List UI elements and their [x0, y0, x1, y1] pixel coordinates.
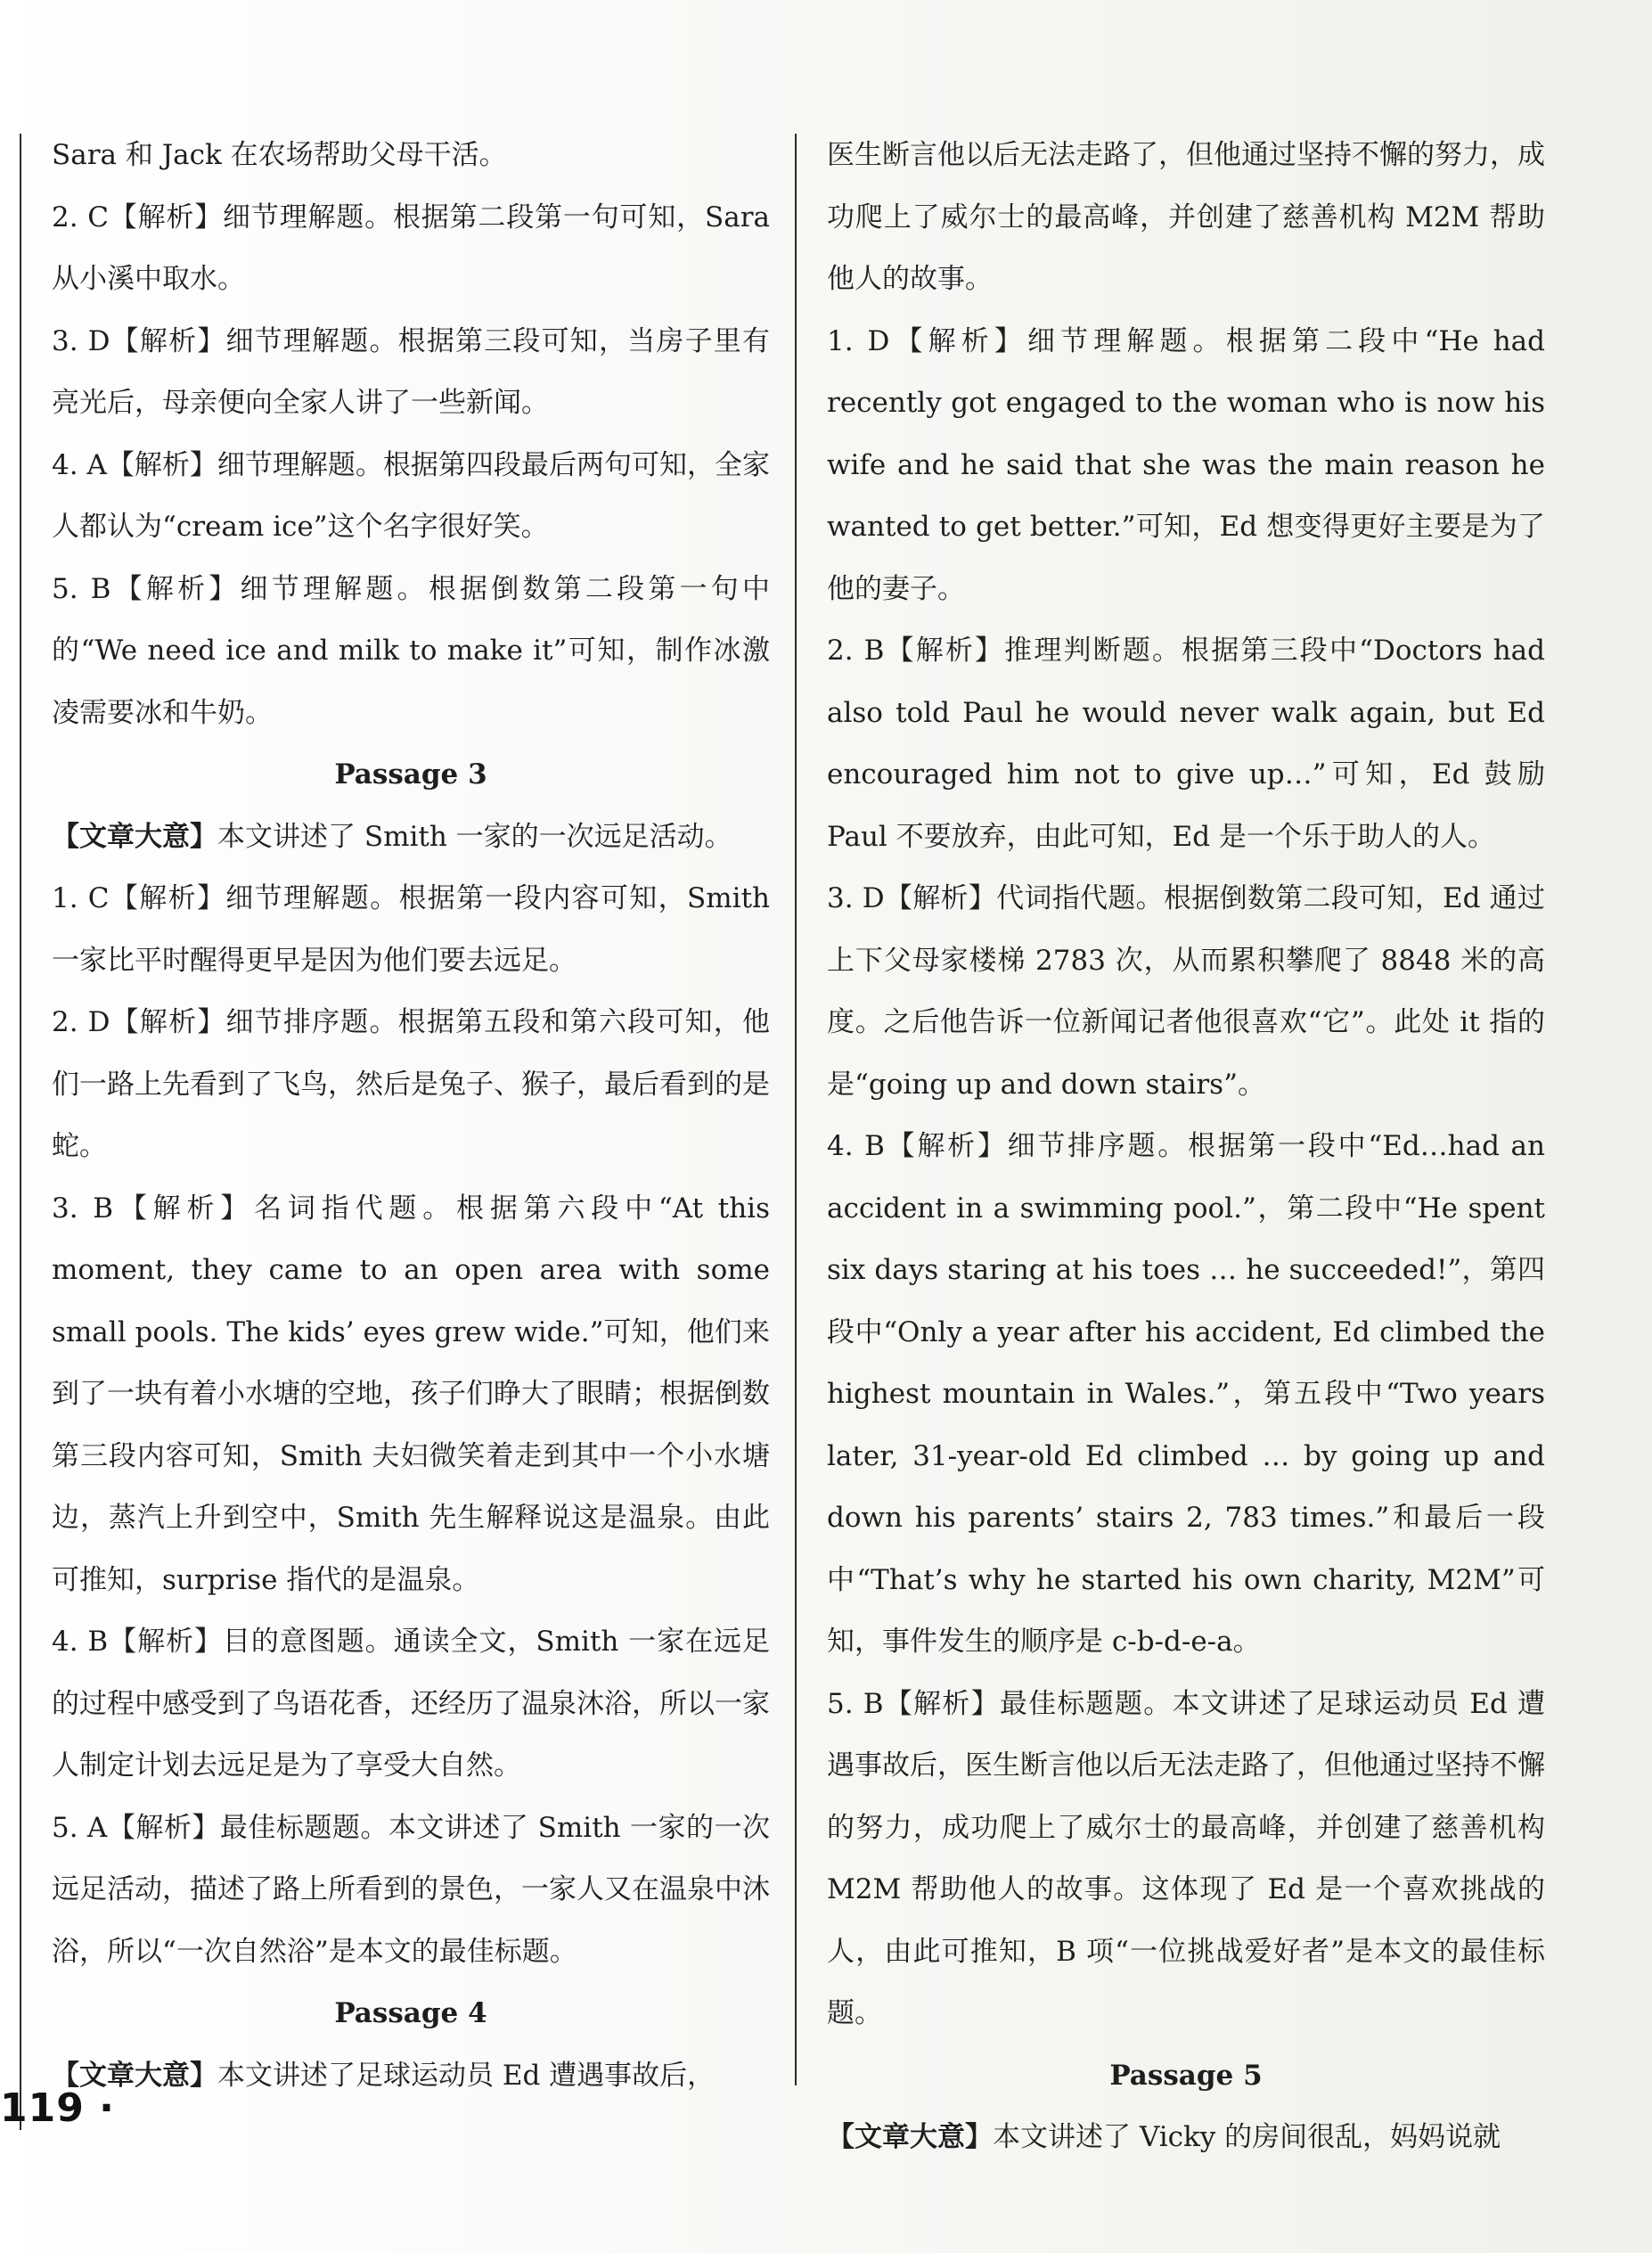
passage-heading: Passage 3: [334, 758, 487, 791]
answer-paragraph: 3. D【解析】细节理解题。根据第三段可知，当房子里有亮光后，母亲便向全家人讲了一些新闻。: [52, 324, 770, 419]
answer-paragraph: 5. B【解析】细节理解题。根据倒数第二段第一句中的“We need ice and milk to make it”可知，制作冰激凌需要冰和牛奶。: [52, 572, 770, 729]
answer-paragraph: 4. A【解析】细节理解题。根据第四段最后两句可知，全家人都认为“cream ice”这个名字很好笑。: [52, 448, 770, 543]
answer-paragraph: 3. D【解析】代词指代题。根据倒数第二段可知，Ed 通过上下父母家楼梯 2783 次，从而累积攀爬了 8848 米的高度。之后他告诉一位新闻记者他很喜欢“它”。此处 it 指的是“going up and down stairs”。: [827, 882, 1545, 1101]
left-column: [52, 125, 770, 2107]
passage-heading: Passage 5: [1109, 2059, 1263, 2092]
answer-paragraph: 3. B【解析】名词指代题。根据第六段中“At this moment, they came to an open area with some small pools. The kids’ eyes grew wide.”可知，他们来到了一块有着小水塘的空地，孩子们睁大了眼睛；根据倒数第三段内容可知，Smith 夫妇微笑着走到其中一个小水塘边，蒸汽上升到空中，Smith 先生解释说这是温泉。由此可推知，surprise 指代的是温泉。: [52, 1192, 770, 1596]
answer-paragraph: 5. A【解析】最佳标题题。本文讲述了 Smith 一家的一次远足活动，描述了路上所看到的景色，一家人又在温泉中沐浴，所以“一次自然浴”是本文的最佳标题。: [52, 1811, 770, 1968]
answer-paragraph: 4. B【解析】目的意图题。通读全文，Smith 一家在远足的过程中感受到了鸟语花香，还经历了温泉沐浴，所以一家人制定计划去远足是为了享受大自然。: [52, 1626, 770, 1782]
article-summary: [827, 2107, 1545, 2169]
summary-text: 本文讲述了足球运动员 Ed 遭遇事故后，: [217, 2059, 716, 2092]
left-margin-rule: [20, 134, 21, 2130]
article-summary: [52, 807, 770, 869]
answer-paragraph: Sara 和 Jack 在农场帮助父母干活。: [52, 139, 507, 171]
summary-text: 本文讲述了 Vicky 的房间很乱，妈妈说就: [993, 2121, 1501, 2153]
article-summary: [52, 2045, 770, 2108]
answer-paragraph: 5. B【解析】最佳标题题。本文讲述了足球运动员 Ed 遭遇事故后，医生断言他以后无法走路了，但他通过坚持不懈的努力，成功爬上了威尔士的最高峰，并创建了慈善机构 M2M 帮助他人的故事。这体现了 Ed 是一个喜欢挑战的人，由此可推知，B 项“一位挑战爱好者”是本文的最佳标题。: [827, 1687, 1545, 2029]
answer-paragraph: 1. C【解析】细节理解题。根据第一段内容可知，Smith 一家比平时醒得更早是因为他们要去远足。: [52, 882, 770, 977]
summary-text: 本文讲述了 Smith 一家的一次远足活动。: [217, 820, 732, 853]
page-number: 119 ·: [0, 2085, 115, 2131]
answer-paragraph: 2. C【解析】细节理解题。根据第二段第一句可知，Sara 从小溪中取水。: [52, 201, 770, 295]
passage-heading: Passage 4: [334, 1997, 487, 2029]
summary-tag: 【文章大意】: [52, 2059, 217, 2092]
summary-tag: 【文章大意】: [827, 2121, 993, 2153]
answer-paragraph: 2. B【解析】推理判断题。根据第三段中“Doctors had also told Paul he would never walk again, but Ed encouraged him not to give up…”可知，Ed 鼓励 Paul 不要放弃，由此可知，Ed 是一个乐于助人的人。: [827, 635, 1545, 853]
answer-paragraph: 医生断言他以后无法走路了，但他通过坚持不懈的努力，成功爬上了威尔士的最高峰，并创建了慈善机构 M2M 帮助他人的故事。: [827, 139, 1545, 295]
column-divider: [795, 134, 797, 2085]
answer-paragraph: 1. D【解析】细节理解题。根据第二段中“He had recently got engaged to the woman who is now his wife and he said that she was the main reason he wanted to get better.”可知，Ed 想变得更好主要是为了他的妻子。: [827, 324, 1545, 605]
summary-tag: 【文章大意】: [52, 820, 217, 853]
right-column: [827, 125, 1545, 2169]
answer-paragraph: 4. B【解析】细节排序题。根据第一段中“Ed…had an accident in a swimming pool.”，第二段中“He spent six days staring at his toes … he succeeded!”，第四段中“Only a year after his accident, Ed climbed the highest mountain in Wales.”，第五段中“Two years later, 31-year-old Ed climbed … by going up and down his parents’ stairs 2, 783 times.”和最后一段中“That’s why he started his own charity, M2M”可知，事件发生的顺序是 c-b-d-e-a。: [827, 1130, 1545, 1658]
answer-paragraph: 2. D【解析】细节排序题。根据第五段和第六段可知，他们一路上先看到了飞鸟，然后是兔子、猴子，最后看到的是蛇。: [52, 1006, 770, 1162]
